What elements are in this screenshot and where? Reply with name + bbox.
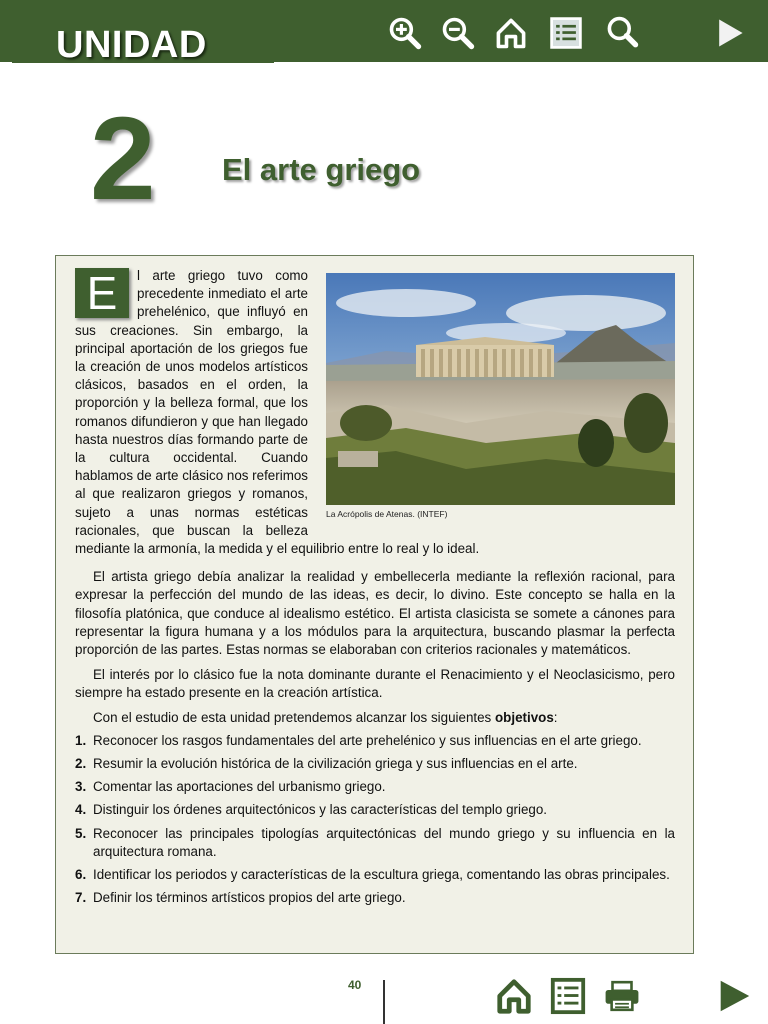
list-item <box>75 732 675 750</box>
zoom-in-icon[interactable] <box>386 14 424 52</box>
list-item <box>75 755 675 773</box>
list-item-text: Reconocer los rasgos fundamentales del arte prehelénico y sus influencias en el arte griego. <box>93 732 642 748</box>
photo-figure <box>326 273 675 520</box>
list-item <box>75 825 675 861</box>
list-item <box>75 866 675 884</box>
list-item-text: Distinguir los órdenes arquitectónicos y las características del templo griego. <box>93 802 548 818</box>
paragraph-3: El interés por lo clásico fue la nota dominante durante el Renacimiento y el Neoclasicismo, pero siempre ha estado presente en la creación artística. <box>75 667 675 701</box>
list-item-number: 6. <box>75 867 87 883</box>
list-item-number: 2. <box>75 756 87 772</box>
objectives-intro-text: Con el estudio de esta unidad pretendemos alcanzar los siguientes <box>93 709 495 725</box>
chapter-title: El arte griego <box>222 152 421 187</box>
print-icon[interactable] <box>602 976 642 1016</box>
home-icon[interactable] <box>492 14 530 52</box>
list-item-number: 4. <box>75 802 87 818</box>
list-item-number: 5. <box>75 825 87 841</box>
photo-caption: La Acrópolis de Atenas. (INTEF) <box>326 509 448 519</box>
footer-divider <box>383 980 385 1024</box>
list-item-text: Identificar los periodos y características de la escultura griega, comentando las obras principales. <box>93 867 670 883</box>
content-box <box>55 255 694 954</box>
home-icon[interactable] <box>494 976 534 1016</box>
search-icon[interactable] <box>603 14 641 52</box>
objectives-list <box>75 732 675 908</box>
list-item-number: 3. <box>75 779 87 795</box>
objectives-intro <box>75 709 675 727</box>
intro-paragraph: l arte griego tuvo como precedente inmediato el arte prehelénico, que influyó en sus creaciones. Sin embargo, la principal aportación de los griegos fue la creación de unos modelos artísticos clásicos, basados en el orden, la proporción y la belleza formal, que los romanos difundieron y que han llegado hasta nuestros días formando parte de la cultura occidental. Cuando hablamos de arte clásico nos referimos al que realizaron griegos y romanos, sujeto a unas normas estéticas racionales, que buscan la belleza mediante la armonía, la medida y el equilibrio entre lo real y lo ideal. <box>75 268 480 557</box>
objectives-keyword: objetivos <box>494 709 554 725</box>
list-item-text: Comentar las aportaciones del urbanismo griego. <box>93 779 386 795</box>
unit-label: UNIDAD <box>56 24 207 66</box>
drop-cap: E <box>75 268 129 318</box>
chapter-number: 2 <box>90 93 156 225</box>
list-item <box>75 801 675 819</box>
list-item-text: Definir los términos artísticos propios del arte griego. <box>93 890 406 906</box>
list-item-number: 1. <box>75 732 87 748</box>
paragraph-2: El artista griego debía analizar la realidad y embellecerla mediante la reflexión racional, para expresar la perfección del mundo de las ideas, es decir, lo divino. Este concepto se halla en la filosofía platónica, que conduce al idealismo estético. El artista clasicista se somete a cánones para representar la figura humana y a los módulos para la arquitectura, buscando plasmar la perfecta proporción de las partes. Estas normas se elaboraban con criterios racionales y matemáticos. <box>75 569 675 658</box>
index-icon[interactable] <box>547 14 585 52</box>
page-number: 40 <box>348 978 362 992</box>
list-item <box>75 889 675 907</box>
zoom-out-icon[interactable] <box>439 14 477 52</box>
next-arrow-icon[interactable] <box>711 14 749 52</box>
next-arrow-icon[interactable] <box>714 976 754 1016</box>
list-item-number: 7. <box>75 890 87 906</box>
objectives-colon: : <box>553 709 558 725</box>
acropolis-photo <box>326 273 675 505</box>
content-text <box>75 267 675 908</box>
index-icon[interactable] <box>548 976 588 1016</box>
list-item-text: Reconocer las principales tipologías arquitectónicas del mundo griego y su influencia en la arquitectura romana. <box>93 825 675 859</box>
list-item-text: Resumir la evolución histórica de la civilización griega y sus influencias en el arte. <box>93 756 578 772</box>
list-item <box>75 778 675 796</box>
